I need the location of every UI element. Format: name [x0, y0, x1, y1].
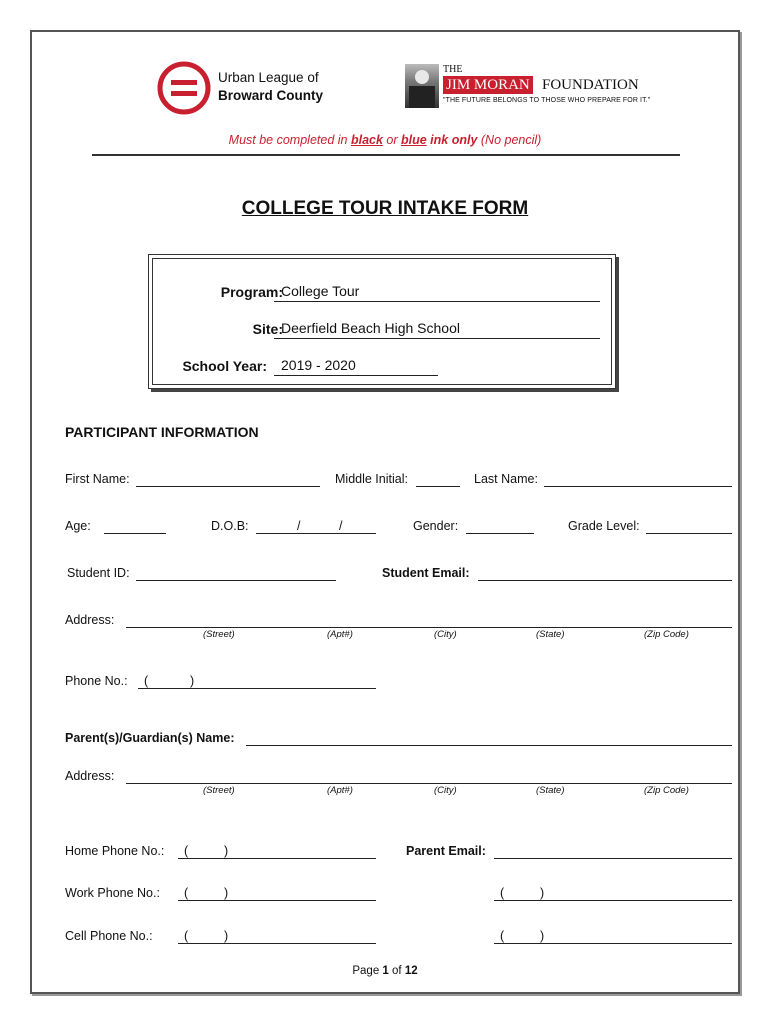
address-field[interactable] — [126, 627, 732, 628]
parent-zip-caption: (Zip Code) — [644, 785, 689, 796]
parent-email-extra-field-1[interactable] — [494, 900, 732, 901]
ink-pre: Must be completed in — [228, 133, 351, 147]
guardian-name-label: Parent(s)/Guardian(s) Name: — [65, 731, 235, 745]
ink-black: black — [350, 133, 383, 147]
phone-label: Phone No.: — [65, 674, 128, 688]
jim-moran-logo — [405, 64, 665, 112]
urban-league-name-1: Urban League of — [218, 70, 319, 85]
program-label: Program: — [220, 284, 283, 300]
site-value[interactable]: Deerfield Beach High School — [281, 320, 460, 336]
form-title: COLLEGE TOUR INTAKE FORM — [241, 198, 529, 219]
parent-address-label: Address: — [65, 769, 115, 783]
gender-label: Gender: — [413, 519, 459, 533]
program-line — [274, 301, 600, 302]
address-apt-caption: (Apt#) — [327, 629, 353, 640]
grade-level-label: Grade Level: — [568, 519, 640, 533]
address-state-caption: (State) — [536, 629, 565, 640]
parent-address-field[interactable] — [126, 783, 732, 784]
urban-league-name-2: Broward County — [218, 88, 324, 103]
page-current: 1 — [382, 965, 389, 977]
ink-post: (No pencil) — [477, 133, 542, 147]
form-page — [30, 30, 740, 994]
site-line — [274, 338, 600, 339]
student-email-label: Student Email: — [382, 566, 470, 580]
page-word: Page — [352, 965, 380, 977]
address-street-caption: (Street) — [203, 629, 235, 640]
address-zip-caption: (Zip Code) — [644, 629, 689, 640]
extra-2-paren-open: ( — [500, 929, 505, 943]
home-phone-label: Home Phone No.: — [65, 844, 165, 858]
year-line — [274, 375, 438, 376]
program-value[interactable]: College Tour — [281, 283, 360, 299]
parent-city-caption: (City) — [434, 785, 457, 796]
parent-email-extra-field-2[interactable] — [494, 943, 732, 944]
jim-moran-name: JIM MORAN — [443, 76, 533, 94]
page-total: 12 — [404, 965, 418, 977]
home-phone-paren-close: ) — [224, 844, 229, 858]
parent-state-caption: (State) — [536, 785, 565, 796]
year-label: School Year: — [182, 358, 267, 374]
home-phone-paren-open: ( — [184, 844, 189, 858]
page-number — [32, 965, 738, 977]
cell-phone-field[interactable] — [178, 943, 376, 944]
work-phone-field[interactable] — [178, 900, 376, 901]
first-name-field[interactable] — [136, 486, 320, 487]
jim-moran-tagline: "THE FUTURE BELONGS TO THOSE WHO PREPARE FOR IT." — [443, 97, 651, 104]
parent-street-caption: (Street) — [203, 785, 235, 796]
parent-apt-caption: (Apt#) — [327, 785, 353, 796]
last-name-field[interactable] — [544, 486, 732, 487]
extra-1-paren-close: ) — [540, 886, 545, 900]
student-id-label: Student ID: — [67, 566, 130, 580]
ink-blue: blue — [401, 133, 427, 147]
work-phone-paren-open: ( — [184, 886, 189, 900]
phone-paren-open: ( — [144, 674, 149, 688]
dob-slash-2: / — [339, 519, 343, 533]
age-field[interactable] — [104, 533, 166, 534]
address-label: Address: — [65, 613, 115, 627]
guardian-name-field[interactable] — [246, 745, 732, 746]
year-value[interactable]: 2019 - 2020 — [281, 357, 356, 373]
urban-league-logo — [156, 60, 326, 116]
ink-only: ink only — [426, 133, 478, 147]
ink-or: or — [382, 133, 401, 147]
jim-moran-the: THE — [443, 64, 463, 75]
site-label: Site: — [252, 321, 283, 337]
cell-phone-label: Cell Phone No.: — [65, 929, 153, 943]
jim-moran-foundation: FOUNDATION — [542, 77, 639, 93]
header-divider — [92, 154, 680, 156]
urban-league-equal-icon — [156, 60, 212, 116]
parent-email-field[interactable] — [494, 858, 732, 859]
phone-field[interactable] — [138, 688, 376, 689]
phone-paren-close: ) — [190, 674, 195, 688]
dob-label: D.O.B: — [211, 519, 249, 533]
extra-1-paren-open: ( — [500, 886, 505, 900]
extra-2-paren-close: ) — [540, 929, 545, 943]
last-name-label: Last Name: — [474, 472, 538, 486]
middle-initial-field[interactable] — [416, 486, 460, 487]
ink-instruction — [32, 133, 738, 147]
dob-slash-1: / — [297, 519, 301, 533]
page-of: of — [392, 965, 402, 977]
participant-section-title: PARTICIPANT INFORMATION — [65, 424, 259, 440]
work-phone-paren-close: ) — [224, 886, 229, 900]
grade-level-field[interactable] — [646, 533, 732, 534]
parent-email-label: Parent Email: — [406, 844, 486, 858]
work-phone-label: Work Phone No.: — [65, 886, 160, 900]
home-phone-field[interactable] — [178, 858, 376, 859]
student-email-field[interactable] — [478, 580, 732, 581]
cell-phone-paren-close: ) — [224, 929, 229, 943]
dob-field[interactable] — [256, 533, 376, 534]
gender-field[interactable] — [466, 533, 534, 534]
cell-phone-paren-open: ( — [184, 929, 189, 943]
student-id-field[interactable] — [136, 580, 336, 581]
founder-photo — [405, 64, 439, 108]
first-name-label: First Name: — [65, 472, 130, 486]
middle-initial-label: Middle Initial: — [335, 472, 408, 486]
age-label: Age: — [65, 519, 91, 533]
address-city-caption: (City) — [434, 629, 457, 640]
program-box — [148, 254, 616, 389]
